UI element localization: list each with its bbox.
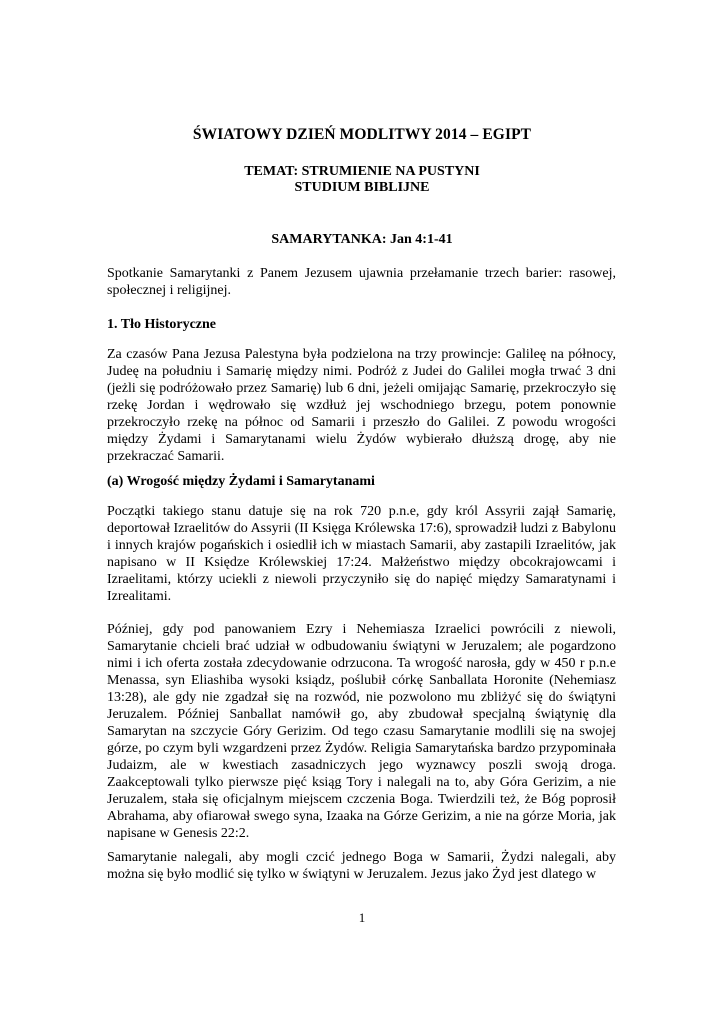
document-title: ŚWIATOWY DZIEŃ MODLITWY 2014 – EGIPT bbox=[192, 126, 532, 143]
subsection-a-paragraph-1: Początki takiego stanu datuje się na rok 720 p.n.e, gdy król Assyrii zajął Samarię, deportował Izraelitów do Assyrii (II Księga Królewska 17:6), sprowadził ludzi z Babylonu i innych krajów pogańskich i osiedlił ich w miastach Samarii, aby zastapili Izraelitów, jak napisano w II Księdze Królewskiej 17:24. Małżeństwo między obcokrajowcami i Izraelitami, którzy uciekli z niewoli przyczyniło się do napięć między Samaratynami i Izrealitami. bbox=[107, 504, 616, 604]
passage-heading: SAMARYTANKA: Jan 4:1-41 bbox=[271, 232, 453, 247]
page-number: 1 bbox=[358, 910, 366, 925]
section-1-heading: 1. Tło Historyczne bbox=[107, 317, 217, 332]
intro-paragraph: Spotkanie Samarytanki z Panem Jezusem ujawnia przełamanie trzech barier: rasowej, społecznej i religijnej. bbox=[107, 266, 616, 298]
section-1-paragraph: Za czasów Pana Jezusa Palestyna była podzielona na trzy prowincje: Galileę na północy, Judeę na południu i Samarię między nimi. Podróż z Judei do Galilei mogła trwać 3 dni (jeżli się podróżowało przez Samarię) lub 6 dni, jeżeli omijając Samarię, przekroczyło się rzekę Jordan i wędrowało się wzdłuż jej wschodniego brzegu, potem ponownie przekroczyło rzekę na północ od Samarii i przeszło do Galilei. Z powodu wrogości między Żydami i Samarytanami wielu Żydów wybierało dłuższą drogę, aby nie przekraczać Samarii. bbox=[107, 347, 616, 464]
subsection-a-paragraph-2: Później, gdy pod panowaniem Ezry i Nehemiasza Izraelici powrócili z niewoli, Samarytanie chcieli brać udział w odbudowaniu świątyni w Jeruzalem; ale pogardzono nimi i ich oferta została zdecydowanie odrzucona. Ta wrogość narosła, gdy w 450 r p.n.e Menassa, syn Eliashiba wysoki ksiądz, poślubił córkę Sanballata Horonite (Nehemiasz 13:28), ale gdy nie zgadzał się na rozwód, nie pozwolono mu zbliżyć się do świątyni Jeruzalem. Później Sanballat namówił go, aby zbudował specjalną świątynię dla Samarytan na szczycie Góry Gerizim. Od tego czasu Samarytanie modlili się na swojej górze, po czym byli wzgardzeni przez Żydów. Religia Samarytańska bardzo przypominała Judaizm, ale w kwestiach zasadniczych jego wyznawcy poszli swoją droga. Zaakceptowali tylko pierwsze pięć ksiąg Tory i nalegali na to, aby Góra Gerizim, a nie Jeruzalem, stała się oficjalnym miejscem czczenia Boga. Twierdzili też, że Bóg poprosił Abrahama, aby ofiarował swego syna, Izaaka na Górze Gerizim, a nie na górze Moria, jak napisane w Genesis 22:2. bbox=[107, 622, 616, 841]
theme-line: TEMAT: STRUMIENIE NA PUSTYNI bbox=[244, 164, 480, 179]
subsection-a-paragraph-3: Samarytanie nalegali, aby mogli czcić jednego Boga w Samarii, Żydzi nalegali, aby można się było modlić się tylko w świątyni w Jeruzalem. Jezus jako Żyd jest dlatego w bbox=[107, 850, 616, 882]
study-line: STUDIUM BIBLIJNE bbox=[294, 180, 430, 195]
subsection-a-heading: (a) Wrogość między Żydami i Samarytanami bbox=[107, 474, 375, 489]
